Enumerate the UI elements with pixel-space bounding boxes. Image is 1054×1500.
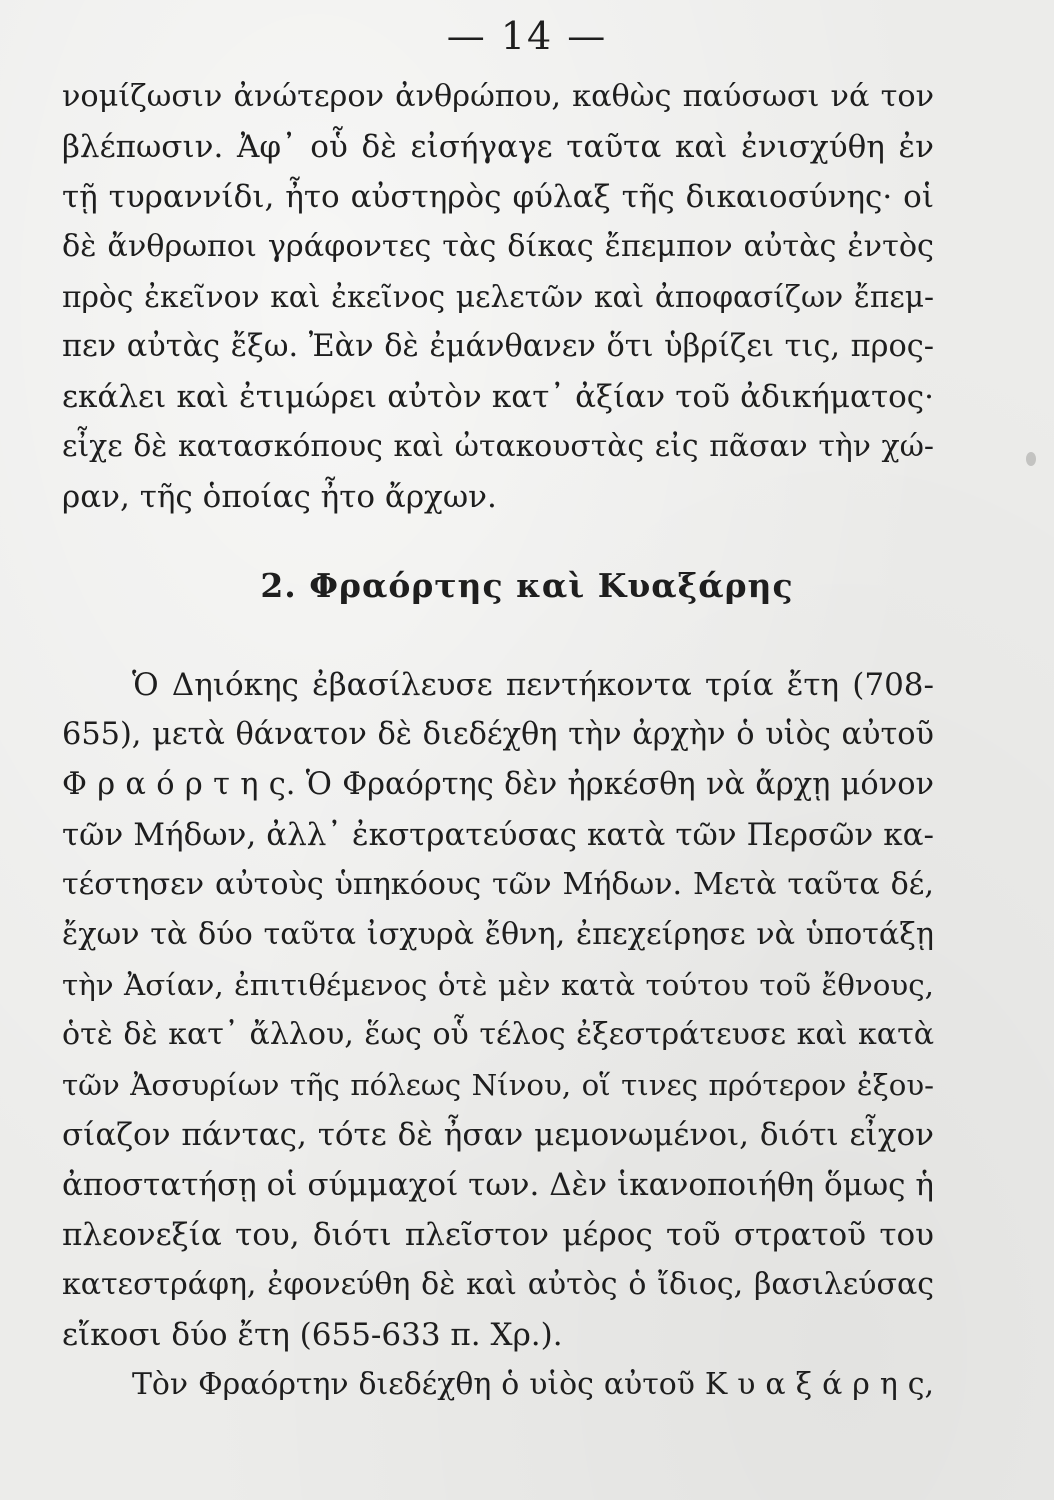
text-line: τὴν Ἀσίαν, ἐπιτιθέμενος ὁτὲ μὲν κατὰ τούτου τοῦ ἔθνους, (62, 968, 934, 1002)
text-line: πρὸς ἐκεῖνον καὶ ἐκεῖνος μελετῶν καὶ ἀποφασίζων ἔπεμ- (62, 279, 934, 314)
text-line: Φ ρ α ό ρ τ η ς. Ὁ Φραόρτης δὲν ἠρκέσθη νὰ ἄρχῃ μόνον (62, 767, 934, 802)
paragraph-1 (62, 72, 934, 522)
text-line: νομίζωσιν ἀνώτερον ἀνθρώπου, καθὼς παύσωσι νά τον (62, 79, 934, 114)
text-line: τῇ τυραννίδι, ἦτο αὐστηρὸς φύλαξ τῆς δικαιοσύνης· οἱ (62, 179, 934, 215)
text-line: ὁτὲ δὲ κατ᾿ ἄλλου, ἕως οὗ τέλος ἐξεστράτευσε καὶ κατὰ (62, 1017, 934, 1052)
text-line: δὲ ἄνθρωποι γράφοντες τὰς δίκας ἔπεμπον αὐτὰς ἐντὸς (62, 229, 934, 264)
page-number: — 14 — (446, 14, 608, 58)
text-line: Τὸν Φραόρτην διεδέχθη ὁ υἱὸς αὐτοῦ Κ υ α ξ ά ρ η ς, (132, 1367, 934, 1402)
section-heading: 2. Φραόρτης καὶ Κυαξάρης (260, 566, 794, 605)
text-line: τῶν Μήδων, ἀλλ᾿ ἐκστρατεύσας κατὰ τῶν Περσῶν κα- (62, 817, 934, 853)
text-line: σίαζον πάντας, τότε δὲ ἦσαν μεμονωμένοι, διότι εἶχον (62, 1117, 934, 1153)
text-line: ραν, τῆς ὁποίας ἦτο ἄρχων. (62, 479, 497, 515)
paper-spot (1026, 452, 1036, 466)
text-line: εἶχε δὲ κατασκόπους καὶ ὠτακουστὰς εἰς πᾶσαν τὴν χώ- (62, 429, 934, 464)
text-line: πεν αὐτὰς ἔξω. Ἐὰν δὲ ἐμάνθανεν ὅτι ὑβρίζει τις, προς- (62, 329, 934, 364)
text-line: τέστησεν αὐτοὺς ὑπηκόους τῶν Μήδων. Μετὰ ταῦτα δέ, (62, 867, 934, 902)
text-line: εκάλει καὶ ἐτιμώρει αὐτὸν κατ᾿ ἀξίαν τοῦ ἀδικήματος· (62, 379, 934, 415)
text-line: εἴκοσι δύο ἔτη (655-633 π. Χρ.). (62, 1317, 563, 1353)
text-line: βλέπωσιν. Ἀφ᾿ οὗ δὲ εἰσήγαγε ταῦτα καὶ ἐνισχύθη ἐν (62, 129, 934, 165)
text-line: Ὁ Δηιόκης ἐβασίλευσε πεντήκοντα τρία ἔτη (708- (132, 667, 934, 703)
text-line: τῶν Ἀσσυρίων τῆς πόλεως Νίνου, οἵ τινες πρότερον ἐξου- (62, 1068, 934, 1102)
text-line: ἔχων τὰ δύο ταῦτα ἰσχυρὰ ἔθνη, ἐπεχείρησε νὰ ὑποτάξῃ (62, 917, 934, 952)
paragraph-2 (62, 660, 934, 1410)
text-line: 655), μετὰ θάνατον δὲ διεδέχθη τὴν ἀρχὴν ὁ υἱὸς αὐτοῦ (62, 717, 934, 752)
text-line: πλεονεξία του, διότι πλεῖστον μέρος τοῦ στρατοῦ του (62, 1217, 934, 1253)
text-line: ἀποστατήσῃ οἱ σύμμαχοί των. Δὲν ἱκανοποιήθη ὅμως ἡ (62, 1167, 934, 1203)
text-line: κατεστράφη, ἐφονεύθη δὲ καὶ αὐτὸς ὁ ἴδιος, βασιλεύσας (62, 1267, 934, 1302)
